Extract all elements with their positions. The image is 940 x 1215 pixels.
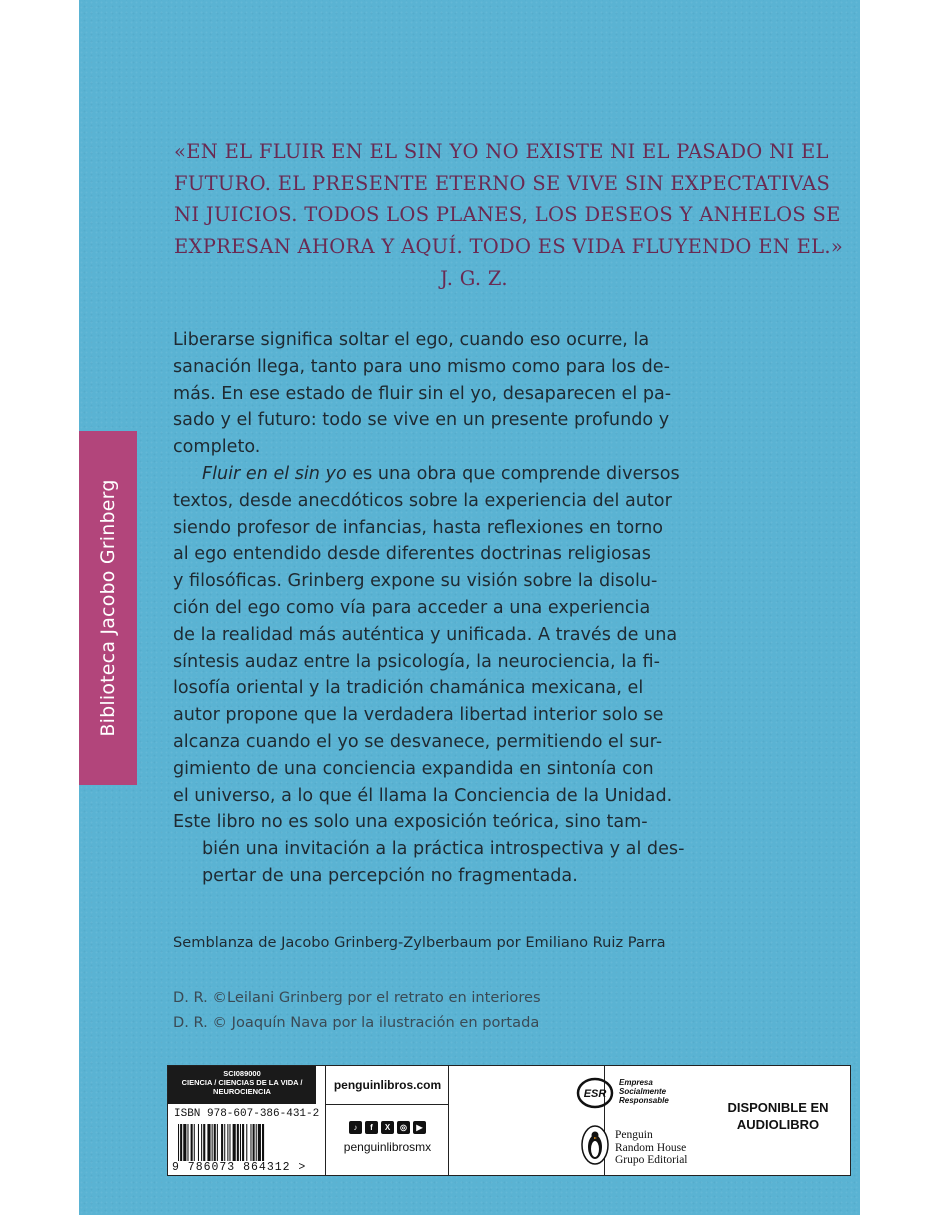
synopsis-line: el universo, a lo que él llama la Conciencia de la Unidad. — [173, 785, 673, 806]
synopsis-line: de la realidad más auténtica y unificada. A través de una — [173, 624, 678, 645]
esr-line: Responsable — [619, 1096, 669, 1105]
synopsis-line: gimiento de una conciencia expandida en sintonía con — [173, 758, 654, 779]
esr-caption — [619, 1078, 669, 1105]
synopsis-line — [173, 461, 863, 488]
quote-line: FUTURO. EL PRESENTE ETERNO SE VIVE SIN EXPECTATIVAS — [174, 171, 831, 195]
synopsis-line: sado y el futuro: todo se vive en un presente profundo y — [173, 410, 670, 431]
penguin-logo-icon — [580, 1124, 610, 1166]
instagram-icon[interactable]: ◎ — [397, 1121, 410, 1134]
collection-label — [79, 431, 137, 785]
collection-label-text: Biblioteca Jacobo Grinberg — [97, 479, 119, 737]
synopsis-line: siendo profesor de infancias, hasta reflexiones en torno — [173, 517, 664, 538]
publisher-line: Random House — [615, 1141, 687, 1154]
audiobook-notice — [718, 1099, 838, 1133]
synopsis-paragraph-1 — [173, 327, 863, 461]
synopsis-paragraph-2 — [173, 461, 863, 809]
synopsis-line: alcanza cuando el yo se desvanece, permitiendo el sur- — [173, 731, 663, 752]
synopsis-line: al ego entendido desde diferentes doctrinas religiosas — [173, 544, 651, 565]
publisher-line: Grupo Editorial — [615, 1154, 688, 1166]
synopsis-line: textos, desde anecdóticos sobre la experiencia del autor — [173, 490, 672, 511]
synopsis-line: autor propone que la verdadera libertad interior solo se — [173, 705, 664, 726]
epigraph-quote — [174, 136, 844, 295]
barcode-panel — [167, 1065, 851, 1176]
synopsis-line: Liberarse significa soltar el ego, cuando eso ocurre, la — [173, 330, 650, 350]
synopsis-line: síntesis audaz entre la psicología, la neurociencia, la fi- — [173, 651, 660, 672]
bisac-line: CIENCIA / CIENCIAS DE LA VIDA / — [181, 1078, 303, 1087]
quote-line: NI JUICIOS. TODOS LOS PLANES, LOS DESEOS Y ANHELOS SE — [174, 203, 841, 226]
isbn-text: ISBN 978-607-386-431-2 — [174, 1108, 320, 1120]
website-column — [325, 1066, 449, 1175]
portrait-credit: D. R. ©Leilani Grinberg por el retrato en interiores — [173, 989, 541, 1006]
synopsis-line: completo. — [173, 437, 261, 458]
bisac-category — [168, 1066, 316, 1104]
esr-line: Socialmente — [619, 1087, 667, 1096]
youtube-icon[interactable]: ▶ — [413, 1121, 426, 1134]
audiobook-line: DISPONIBLE EN — [727, 1100, 829, 1115]
synopsis-line: losofía oriental y la tradición chamánica mexicana, el — [173, 678, 644, 699]
quote-signature: J. G. Z. — [440, 267, 508, 290]
bisac-line: NEUROCIENCIA — [213, 1087, 271, 1096]
synopsis-line: Este libro no es solo una exposición teórica, sino tam- — [173, 812, 648, 833]
semblanza-credit: Semblanza de Jacobo Grinberg-Zylberbaum por Emiliano Ruiz Parra — [173, 934, 666, 951]
barcode-image — [176, 1124, 316, 1161]
synopsis-line: sanación llega, tanto para uno mismo como para los de- — [173, 356, 670, 377]
esr-badge-text: ESR — [583, 1088, 607, 1100]
publisher-line: Penguin — [615, 1129, 653, 1141]
synopsis-line: y filosóficas. Grinberg expone su visión sobre la disolu- — [173, 571, 658, 592]
social-handle: penguinlibrosmx — [343, 1140, 432, 1154]
synopsis-line-rest: es una obra que comprende diversos — [346, 463, 680, 484]
synopsis-line: bién una invitación a la práctica introspectiva y al des- — [202, 839, 685, 860]
audiobook-line: AUDIOLIBRO — [736, 1117, 820, 1132]
synopsis-line: pertar de una percepción no fragmentada. — [202, 865, 578, 886]
synopsis-line: ción del ego como vía para acceder a una experiencia — [173, 597, 651, 618]
facebook-icon[interactable]: f — [365, 1121, 378, 1134]
x-icon[interactable]: X — [381, 1121, 394, 1134]
website-link[interactable]: penguinlibros.com — [326, 1066, 449, 1105]
esr-logo — [576, 1076, 614, 1110]
social-icons — [349, 1121, 426, 1134]
quote-line: «EN EL FLUIR EN EL SIN YO NO EXISTE NI EL PASADO NI EL — [174, 140, 829, 163]
back-cover — [79, 0, 860, 1215]
bisac-code: SCI089000 — [223, 1069, 261, 1078]
synopsis-line: más. En ese estado de fluir sin el yo, desaparecen el pa- — [173, 383, 672, 404]
barcode-number: 9 786073 864312 > — [172, 1161, 307, 1174]
illustration-credit: D. R. © Joaquín Nava por la ilustración en portada — [173, 1014, 540, 1031]
synopsis — [173, 327, 863, 890]
quote-line: EXPRESAN AHORA Y AQUÍ. TODO ES VIDA FLUYENDO EN EL.» — [174, 234, 844, 258]
esr-line: Empresa — [619, 1078, 653, 1087]
synopsis-paragraph-3 — [173, 809, 863, 889]
tiktok-icon[interactable]: ♪ — [349, 1121, 362, 1134]
publisher-name — [615, 1129, 688, 1167]
book-title: Fluir en el sin yo — [202, 463, 347, 484]
